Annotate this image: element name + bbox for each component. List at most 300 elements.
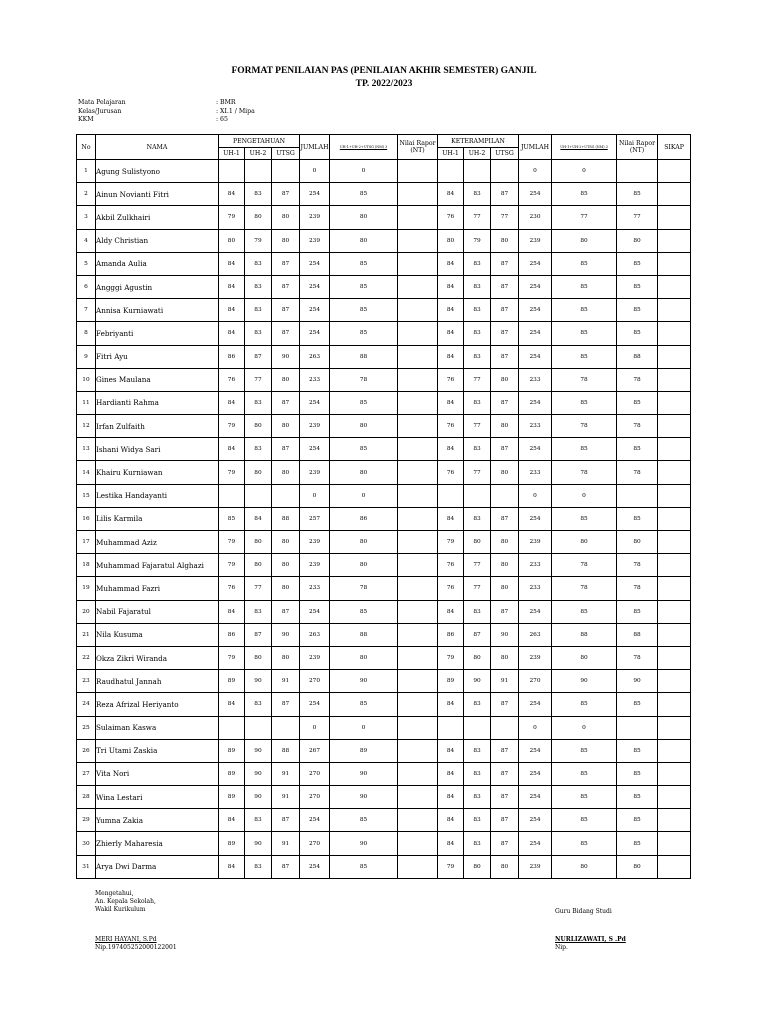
header-nilai-rapor-pengetahuan: Nilai Rapor (NT)	[398, 135, 438, 160]
uh1-pengetahuan-cell: 84	[219, 252, 245, 275]
nm-pengetahuan-cell: 80	[330, 646, 398, 669]
table-row	[77, 160, 691, 183]
jumlah-keterampilan-cell: 233	[519, 368, 552, 391]
uh1-keterampilan-cell	[438, 160, 464, 183]
nm-keterampilan-cell: 85	[552, 507, 617, 530]
uh1-keterampilan-cell: 84	[438, 275, 464, 298]
student-name-cell: Arya Dwi Darma	[96, 855, 219, 878]
utsg-keterampilan-cell: 80	[491, 554, 519, 577]
nilai-rapor-pengetahuan-cell	[398, 600, 438, 623]
utsg-pengetahuan-cell: 87	[272, 275, 300, 298]
nilai-rapor-keterampilan-cell: 78	[617, 461, 658, 484]
nm-pengetahuan-cell: 85	[330, 183, 398, 206]
utsg-keterampilan-cell: 80	[491, 646, 519, 669]
utsg-pengetahuan-cell: 87	[272, 322, 300, 345]
student-name-cell: Nila Kusuma	[96, 623, 219, 646]
jumlah-keterampilan-cell: 254	[519, 322, 552, 345]
row-number-cell: 28	[77, 786, 96, 809]
uh1-keterampilan-cell: 84	[438, 739, 464, 762]
jumlah-keterampilan-cell: 254	[519, 252, 552, 275]
nm-pengetahuan-cell: 86	[330, 507, 398, 530]
row-number-cell: 5	[77, 252, 96, 275]
table-row	[77, 484, 691, 507]
utsg-keterampilan-cell: 80	[491, 415, 519, 438]
uh1-keterampilan-cell: 84	[438, 391, 464, 414]
row-number-cell: 7	[77, 299, 96, 322]
uh1-pengetahuan-cell	[219, 160, 245, 183]
utsg-pengetahuan-cell: 91	[272, 670, 300, 693]
uh2-pengetahuan-cell: 84	[245, 507, 272, 530]
jumlah-pengetahuan-cell: 270	[300, 832, 330, 855]
nilai-rapor-keterampilan-cell: 85	[617, 786, 658, 809]
student-name-cell: Angggi Agustin	[96, 275, 219, 298]
nm-keterampilan-cell: 78	[552, 461, 617, 484]
nilai-rapor-keterampilan-cell: 85	[617, 507, 658, 530]
sikap-cell	[658, 623, 691, 646]
info-value: : XI.1 / Mipa	[216, 107, 255, 115]
table-row	[77, 646, 691, 669]
student-name-cell: Raudhatul Jannah	[96, 670, 219, 693]
row-number-cell: 2	[77, 183, 96, 206]
nilai-rapor-keterampilan-cell: 88	[617, 623, 658, 646]
uh1-pengetahuan-cell: 79	[219, 554, 245, 577]
uh2-pengetahuan-cell: 83	[245, 809, 272, 832]
uh1-keterampilan-cell: 84	[438, 693, 464, 716]
jumlah-keterampilan-cell: 0	[519, 484, 552, 507]
teacher-label: Guru Bidang Studi	[555, 908, 612, 915]
uh1-pengetahuan-cell: 84	[219, 322, 245, 345]
utsg-keterampilan-cell: 87	[491, 183, 519, 206]
uh2-keterampilan-cell: 83	[464, 832, 491, 855]
uh1-pengetahuan-cell: 86	[219, 345, 245, 368]
utsg-pengetahuan-cell: 80	[272, 229, 300, 252]
jumlah-pengetahuan-cell: 239	[300, 646, 330, 669]
jumlah-keterampilan-cell: 254	[519, 438, 552, 461]
nilai-rapor-keterampilan-cell: 78	[617, 646, 658, 669]
nm-keterampilan-cell: 85	[552, 739, 617, 762]
nm-pengetahuan-cell: 88	[330, 345, 398, 368]
nilai-rapor-pengetahuan-cell	[398, 507, 438, 530]
nm-keterampilan-cell: 77	[552, 206, 617, 229]
table-row	[77, 415, 691, 438]
nilai-rapor-keterampilan-cell: 78	[617, 554, 658, 577]
utsg-keterampilan-cell: 87	[491, 275, 519, 298]
nilai-rapor-pengetahuan-cell	[398, 438, 438, 461]
nm-pengetahuan-cell: 85	[330, 438, 398, 461]
nilai-rapor-keterampilan-cell: 85	[617, 832, 658, 855]
nm-pengetahuan-cell: 0	[330, 160, 398, 183]
info-value: : BMR	[216, 99, 236, 106]
jumlah-keterampilan-cell: 239	[519, 229, 552, 252]
utsg-pengetahuan-cell: 88	[272, 739, 300, 762]
uh2-keterampilan-cell: 79	[464, 229, 491, 252]
nm-keterampilan-cell: 85	[552, 391, 617, 414]
nilai-rapor-keterampilan-cell: 85	[617, 693, 658, 716]
sikap-cell	[658, 183, 691, 206]
utsg-keterampilan-cell: 87	[491, 739, 519, 762]
sikap-cell	[658, 809, 691, 832]
nm-pengetahuan-cell: 0	[330, 716, 398, 739]
sikap-cell	[658, 832, 691, 855]
sikap-cell	[658, 368, 691, 391]
nilai-rapor-keterampilan-cell: 85	[617, 762, 658, 785]
sikap-cell	[658, 531, 691, 554]
uh1-keterampilan-cell: 76	[438, 206, 464, 229]
table-row	[77, 716, 691, 739]
nilai-rapor-keterampilan-cell: 90	[617, 670, 658, 693]
nilai-rapor-pengetahuan-cell	[398, 577, 438, 600]
nilai-rapor-pengetahuan-cell	[398, 531, 438, 554]
nm-keterampilan-cell: 78	[552, 554, 617, 577]
nm-pengetahuan-cell: 85	[330, 809, 398, 832]
uh2-pengetahuan-cell: 90	[245, 786, 272, 809]
uh2-keterampilan-cell: 80	[464, 531, 491, 554]
nm-keterampilan-cell: 80	[552, 646, 617, 669]
nilai-rapor-keterampilan-cell: 85	[617, 322, 658, 345]
nilai-rapor-pengetahuan-cell	[398, 275, 438, 298]
uh1-pengetahuan-cell: 89	[219, 670, 245, 693]
uh2-keterampilan-cell: 77	[464, 461, 491, 484]
table-row	[77, 623, 691, 646]
uh2-pengetahuan-cell: 80	[245, 206, 272, 229]
utsg-pengetahuan-cell: 87	[272, 252, 300, 275]
nm-pengetahuan-cell: 85	[330, 275, 398, 298]
jumlah-pengetahuan-cell: 263	[300, 623, 330, 646]
table-row	[77, 183, 691, 206]
student-name-cell: Lilis Karmila	[96, 507, 219, 530]
utsg-pengetahuan-cell	[272, 160, 300, 183]
signatory-right-name: NURLIZAWATI, S .Pd	[555, 936, 626, 943]
row-number-cell: 23	[77, 670, 96, 693]
uh1-pengetahuan-cell: 79	[219, 461, 245, 484]
row-number-cell: 3	[77, 206, 96, 229]
nilai-rapor-keterampilan-cell: 85	[617, 438, 658, 461]
nm-keterampilan-cell: 85	[552, 693, 617, 716]
uh2-keterampilan-cell: 83	[464, 299, 491, 322]
student-name-cell: Wina Lestari	[96, 786, 219, 809]
student-name-cell: Tri Utami Zaskia	[96, 739, 219, 762]
uh2-pengetahuan-cell: 90	[245, 832, 272, 855]
uh1-keterampilan-cell: 84	[438, 762, 464, 785]
nilai-rapor-keterampilan-cell: 78	[617, 368, 658, 391]
uh1-pengetahuan-cell: 84	[219, 693, 245, 716]
nm-pengetahuan-cell: 85	[330, 252, 398, 275]
utsg-pengetahuan-cell: 87	[272, 693, 300, 716]
table-row	[77, 739, 691, 762]
utsg-pengetahuan-cell: 80	[272, 554, 300, 577]
header-formula-keterampilan: UH-1+UH-2+UTSG (NM) 3	[552, 135, 617, 160]
jumlah-keterampilan-cell: 254	[519, 391, 552, 414]
utsg-pengetahuan-cell: 88	[272, 507, 300, 530]
row-number-cell: 26	[77, 739, 96, 762]
approval-line: An. Kepala Sekolah,	[95, 898, 156, 905]
uh2-pengetahuan-cell	[245, 716, 272, 739]
nilai-rapor-pengetahuan-cell	[398, 646, 438, 669]
info-block	[78, 99, 378, 125]
student-name-cell: Reza Afrizal Heriyanto	[96, 693, 219, 716]
table-row	[77, 507, 691, 530]
student-name-cell: Akbil Zulkhairi	[96, 206, 219, 229]
row-number-cell: 8	[77, 322, 96, 345]
header-jumlah-pengetahuan: JUMLAH	[300, 135, 330, 160]
nm-pengetahuan-cell: 85	[330, 855, 398, 878]
nm-keterampilan-cell: 80	[552, 855, 617, 878]
uh2-keterampilan-cell: 83	[464, 739, 491, 762]
row-number-cell: 27	[77, 762, 96, 785]
approval-line: Mengetahui,	[95, 890, 134, 897]
utsg-pengetahuan-cell: 80	[272, 368, 300, 391]
utsg-pengetahuan-cell: 87	[272, 855, 300, 878]
row-number-cell: 10	[77, 368, 96, 391]
table-row	[77, 855, 691, 878]
nilai-rapor-pengetahuan-cell	[398, 855, 438, 878]
utsg-keterampilan-cell: 87	[491, 345, 519, 368]
row-number-cell: 13	[77, 438, 96, 461]
uh2-keterampilan-cell: 83	[464, 762, 491, 785]
table-row	[77, 577, 691, 600]
nilai-rapor-pengetahuan-cell	[398, 322, 438, 345]
sikap-cell	[658, 160, 691, 183]
uh2-pengetahuan-cell: 80	[245, 415, 272, 438]
row-number-cell: 14	[77, 461, 96, 484]
nm-pengetahuan-cell: 85	[330, 299, 398, 322]
nm-keterampilan-cell: 85	[552, 322, 617, 345]
sikap-cell	[658, 206, 691, 229]
table-row	[77, 693, 691, 716]
jumlah-keterampilan-cell: 254	[519, 507, 552, 530]
uh1-keterampilan-cell: 76	[438, 368, 464, 391]
uh1-pengetahuan-cell: 84	[219, 809, 245, 832]
table-row	[77, 368, 691, 391]
uh2-pengetahuan-cell: 80	[245, 531, 272, 554]
utsg-pengetahuan-cell: 90	[272, 623, 300, 646]
utsg-keterampilan-cell: 91	[491, 670, 519, 693]
sikap-cell	[658, 391, 691, 414]
uh2-pengetahuan-cell: 83	[245, 275, 272, 298]
jumlah-keterampilan-cell: 233	[519, 577, 552, 600]
row-number-cell: 4	[77, 229, 96, 252]
row-number-cell: 9	[77, 345, 96, 368]
uh1-keterampilan-cell: 89	[438, 670, 464, 693]
header-sikap: SIKAP	[658, 135, 691, 160]
jumlah-pengetahuan-cell: 254	[300, 183, 330, 206]
nm-pengetahuan-cell: 88	[330, 623, 398, 646]
jumlah-pengetahuan-cell: 254	[300, 391, 330, 414]
signatory-left	[95, 936, 177, 952]
uh2-pengetahuan-cell: 83	[245, 252, 272, 275]
utsg-keterampilan-cell: 80	[491, 368, 519, 391]
uh2-pengetahuan-cell: 87	[245, 345, 272, 368]
uh1-keterampilan-cell	[438, 716, 464, 739]
nilai-rapor-keterampilan-cell: 85	[617, 809, 658, 832]
uh2-pengetahuan-cell: 77	[245, 577, 272, 600]
student-name-cell: Lestika Handayanti	[96, 484, 219, 507]
row-number-cell: 20	[77, 600, 96, 623]
uh2-keterampilan-cell: 77	[464, 554, 491, 577]
uh1-pengetahuan-cell: 86	[219, 623, 245, 646]
student-name-cell: Muhammad Fajaratul Alghazi	[96, 554, 219, 577]
nilai-rapor-pengetahuan-cell	[398, 229, 438, 252]
jumlah-keterampilan-cell: 254	[519, 693, 552, 716]
utsg-keterampilan-cell: 87	[491, 252, 519, 275]
student-name-cell: Yumna Zakia	[96, 809, 219, 832]
nm-pengetahuan-cell: 90	[330, 832, 398, 855]
nm-pengetahuan-cell: 85	[330, 600, 398, 623]
uh1-keterampilan-cell: 79	[438, 646, 464, 669]
sikap-cell	[658, 855, 691, 878]
utsg-keterampilan-cell	[491, 716, 519, 739]
header-no: No	[77, 135, 96, 160]
utsg-pengetahuan-cell: 80	[272, 461, 300, 484]
table-row	[77, 299, 691, 322]
uh1-keterampilan-cell: 76	[438, 554, 464, 577]
table-row	[77, 391, 691, 414]
jumlah-keterampilan-cell: 254	[519, 275, 552, 298]
nm-keterampilan-cell: 85	[552, 345, 617, 368]
nilai-rapor-pengetahuan-cell	[398, 415, 438, 438]
uh1-pengetahuan-cell: 84	[219, 855, 245, 878]
uh2-keterampilan-cell	[464, 716, 491, 739]
uh1-pengetahuan-cell: 76	[219, 368, 245, 391]
uh2-pengetahuan-cell: 90	[245, 739, 272, 762]
uh1-pengetahuan-cell: 84	[219, 438, 245, 461]
nilai-rapor-pengetahuan-cell	[398, 368, 438, 391]
table-row	[77, 252, 691, 275]
uh1-pengetahuan-cell: 84	[219, 183, 245, 206]
jumlah-pengetahuan-cell: 0	[300, 484, 330, 507]
header-keterampilan: KETERAMPILAN	[438, 135, 519, 148]
utsg-pengetahuan-cell: 87	[272, 600, 300, 623]
uh2-keterampilan-cell: 83	[464, 275, 491, 298]
uh2-keterampilan-cell: 80	[464, 855, 491, 878]
table-row	[77, 461, 691, 484]
table-row	[77, 206, 691, 229]
nm-pengetahuan-cell: 78	[330, 577, 398, 600]
uh2-pengetahuan-cell: 83	[245, 183, 272, 206]
jumlah-pengetahuan-cell: 270	[300, 670, 330, 693]
uh2-keterampilan-cell: 80	[464, 646, 491, 669]
nm-keterampilan-cell: 85	[552, 786, 617, 809]
utsg-keterampilan-cell	[491, 484, 519, 507]
signatory-left-nip: Nip.197405252000122001	[95, 944, 177, 951]
signatory-right-nip: Nip.	[555, 944, 568, 951]
uh2-pengetahuan-cell: 83	[245, 299, 272, 322]
utsg-keterampilan-cell: 80	[491, 531, 519, 554]
nilai-rapor-pengetahuan-cell	[398, 299, 438, 322]
info-label: Mata Pelajaran	[78, 99, 126, 106]
nm-pengetahuan-cell: 80	[330, 531, 398, 554]
jumlah-pengetahuan-cell: 263	[300, 345, 330, 368]
uh1-keterampilan-cell: 84	[438, 809, 464, 832]
sikap-cell	[658, 739, 691, 762]
utsg-keterampilan-cell	[491, 160, 519, 183]
table-row	[77, 275, 691, 298]
utsg-pengetahuan-cell: 90	[272, 345, 300, 368]
uh2-keterampilan-cell: 77	[464, 206, 491, 229]
nilai-rapor-pengetahuan-cell	[398, 809, 438, 832]
jumlah-pengetahuan-cell: 254	[300, 252, 330, 275]
jumlah-keterampilan-cell: 233	[519, 554, 552, 577]
nm-pengetahuan-cell: 80	[330, 206, 398, 229]
student-name-cell: Irfan Zulfaith	[96, 415, 219, 438]
nm-keterampilan-cell: 85	[552, 183, 617, 206]
uh1-keterampilan-cell: 84	[438, 786, 464, 809]
table-row	[77, 670, 691, 693]
nm-pengetahuan-cell: 78	[330, 368, 398, 391]
nm-pengetahuan-cell: 80	[330, 554, 398, 577]
uh2-keterampilan-cell: 83	[464, 786, 491, 809]
header-pengetahuan: PENGETAHUAN	[219, 135, 300, 148]
sikap-cell	[658, 670, 691, 693]
nm-keterampilan-cell: 80	[552, 531, 617, 554]
uh1-keterampilan-cell: 80	[438, 229, 464, 252]
table-row	[77, 762, 691, 785]
nilai-rapor-pengetahuan-cell	[398, 183, 438, 206]
info-row-class	[78, 108, 378, 117]
utsg-pengetahuan-cell: 80	[272, 646, 300, 669]
nilai-rapor-keterampilan-cell: 78	[617, 577, 658, 600]
nm-pengetahuan-cell: 89	[330, 739, 398, 762]
jumlah-pengetahuan-cell: 239	[300, 415, 330, 438]
jumlah-keterampilan-cell: 254	[519, 832, 552, 855]
student-name-cell: Sulaiman Kaswa	[96, 716, 219, 739]
jumlah-keterampilan-cell: 233	[519, 461, 552, 484]
uh2-pengetahuan-cell	[245, 160, 272, 183]
uh2-pengetahuan-cell: 83	[245, 438, 272, 461]
nilai-rapor-keterampilan-cell: 80	[617, 531, 658, 554]
nilai-rapor-pengetahuan-cell	[398, 554, 438, 577]
nm-keterampilan-cell: 85	[552, 600, 617, 623]
nm-pengetahuan-cell: 80	[330, 461, 398, 484]
nilai-rapor-keterampilan-cell	[617, 160, 658, 183]
header-nilai-rapor-keterampilan: Nilai Rapor (NT)	[617, 135, 658, 160]
nm-keterampilan-cell: 0	[552, 160, 617, 183]
row-number-cell: 24	[77, 693, 96, 716]
uh2-pengetahuan-cell: 79	[245, 229, 272, 252]
jumlah-keterampilan-cell: 239	[519, 855, 552, 878]
nilai-rapor-keterampilan-cell: 80	[617, 229, 658, 252]
utsg-pengetahuan-cell: 87	[272, 299, 300, 322]
grades-table	[76, 134, 691, 879]
utsg-keterampilan-cell: 87	[491, 322, 519, 345]
nm-pengetahuan-cell: 80	[330, 229, 398, 252]
student-name-cell: Gines Maulana	[96, 368, 219, 391]
info-label: KKM	[78, 116, 94, 123]
nm-keterampilan-cell: 85	[552, 299, 617, 322]
sikap-cell	[658, 461, 691, 484]
nilai-rapor-pengetahuan-cell	[398, 623, 438, 646]
student-name-cell: Febriyanti	[96, 322, 219, 345]
nm-keterampilan-cell: 80	[552, 229, 617, 252]
student-name-cell: Agung Sulistyono	[96, 160, 219, 183]
table-row	[77, 229, 691, 252]
uh1-pengetahuan-cell: 89	[219, 739, 245, 762]
uh2-keterampilan-cell: 90	[464, 670, 491, 693]
uh2-pengetahuan-cell: 83	[245, 600, 272, 623]
header-formula-pengetahuan: UH-1+UH-2+UTSG (NM) 3	[330, 135, 398, 160]
header-jumlah-keterampilan: JUMLAH	[519, 135, 552, 160]
nm-keterampilan-cell: 85	[552, 275, 617, 298]
jumlah-pengetahuan-cell: 270	[300, 786, 330, 809]
uh1-keterampilan-cell: 79	[438, 855, 464, 878]
nm-pengetahuan-cell: 0	[330, 484, 398, 507]
uh1-keterampilan-cell: 84	[438, 507, 464, 530]
jumlah-pengetahuan-cell: 254	[300, 299, 330, 322]
nilai-rapor-keterampilan-cell: 85	[617, 183, 658, 206]
table-row	[77, 554, 691, 577]
table-row	[77, 809, 691, 832]
uh1-keterampilan-cell: 76	[438, 415, 464, 438]
